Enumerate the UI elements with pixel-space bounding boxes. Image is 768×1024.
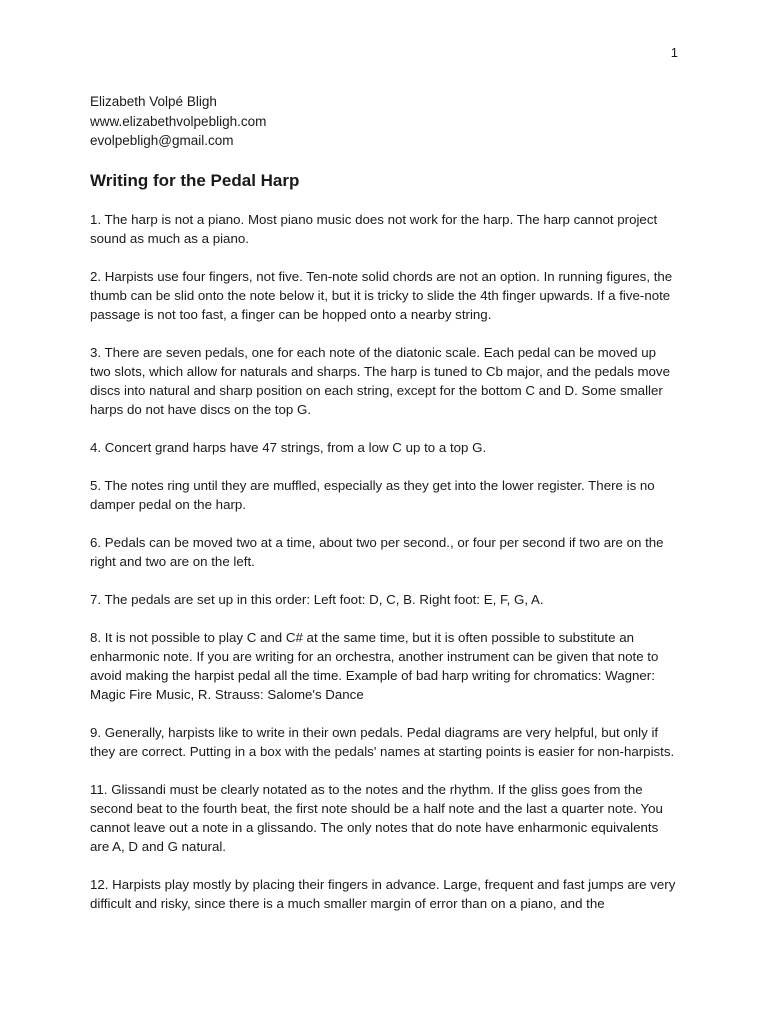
paragraph-2: 2. Harpists use four fingers, not five. Ten-note solid chords are not an option. In running figures, the thumb can be slid onto the note below it, but it is tricky to slide the 4th finger upwards. If a five-note passage is not too fast, a finger can be hopped onto a nearby string. <box>90 269 673 322</box>
paragraph-1: 1. The harp is not a piano. Most piano music does not work for the harp. The harp cannot project sound as much as a piano. <box>90 212 658 246</box>
paragraph-5: 5. The notes ring until they are muffled, especially as they get into the lower register. There is no damper pedal on the harp. <box>90 478 655 512</box>
paragraph-7: 7. The pedals are set up in this order: Left foot: D, C, B. Right foot: E, F, G, A. <box>90 592 544 607</box>
page-number: 1 <box>670 45 678 60</box>
paragraph-3: 3. There are seven pedals, one for each note of the diatonic scale. Each pedal can be moved up two slots, which allow for naturals and sharps. The harp is tuned to Cb major, and the pedals move discs into natural and sharp position on each string, except for the bottom C and D. Some smaller harps do not have discs on the top G. <box>90 345 670 417</box>
paragraph-8: 8. It is not possible to play C and C# at the same time, but it is often possible to substitute an enharmonic note. If you are writing for an orchestra, another instrument can be given that note to avoid making the harpist pedal all the time. Example of bad harp writing for chromatics: Wagner: Magic Fire Music, R. Strauss: Salome's Dance <box>90 630 659 702</box>
paragraph-11: 11. Glissandi must be clearly notated as to the notes and the rhythm. If the gliss goes from the second beat to the fourth beat, the first note should be a half note and the last a quarter note. You cannot leave out a note in a glissando. The only notes that do note have enharmonic equivalents are A, D and G natural. <box>90 782 663 854</box>
paragraph-9: 9. Generally, harpists like to write in their own pedals. Pedal diagrams are very helpful, but only if they are correct. Putting in a box with the pedals' names at starting points is easier for non-harpists. <box>90 725 675 759</box>
author-email: evolpebligh@gmail.com <box>90 133 234 148</box>
author-website: www.elizabethvolpebligh.com <box>90 113 267 129</box>
document-title: Writing for the Pedal Harp <box>90 171 300 190</box>
author-block <box>90 92 266 151</box>
document-body <box>90 210 680 932</box>
paragraph-4: 4. Concert grand harps have 47 strings, from a low C up to a top G. <box>90 440 487 455</box>
author-name: Elizabeth Volpé Bligh <box>90 94 217 109</box>
paragraph-12: 12. Harpists play mostly by placing their fingers in advance. Large, frequent and fast jumps are very difficult and risky, since there is a much smaller margin of error than on a piano, and the <box>90 877 676 911</box>
paragraph-6: 6. Pedals can be moved two at a time, about two per second., or four per second if two are on the right and two are on the left. <box>90 535 664 569</box>
